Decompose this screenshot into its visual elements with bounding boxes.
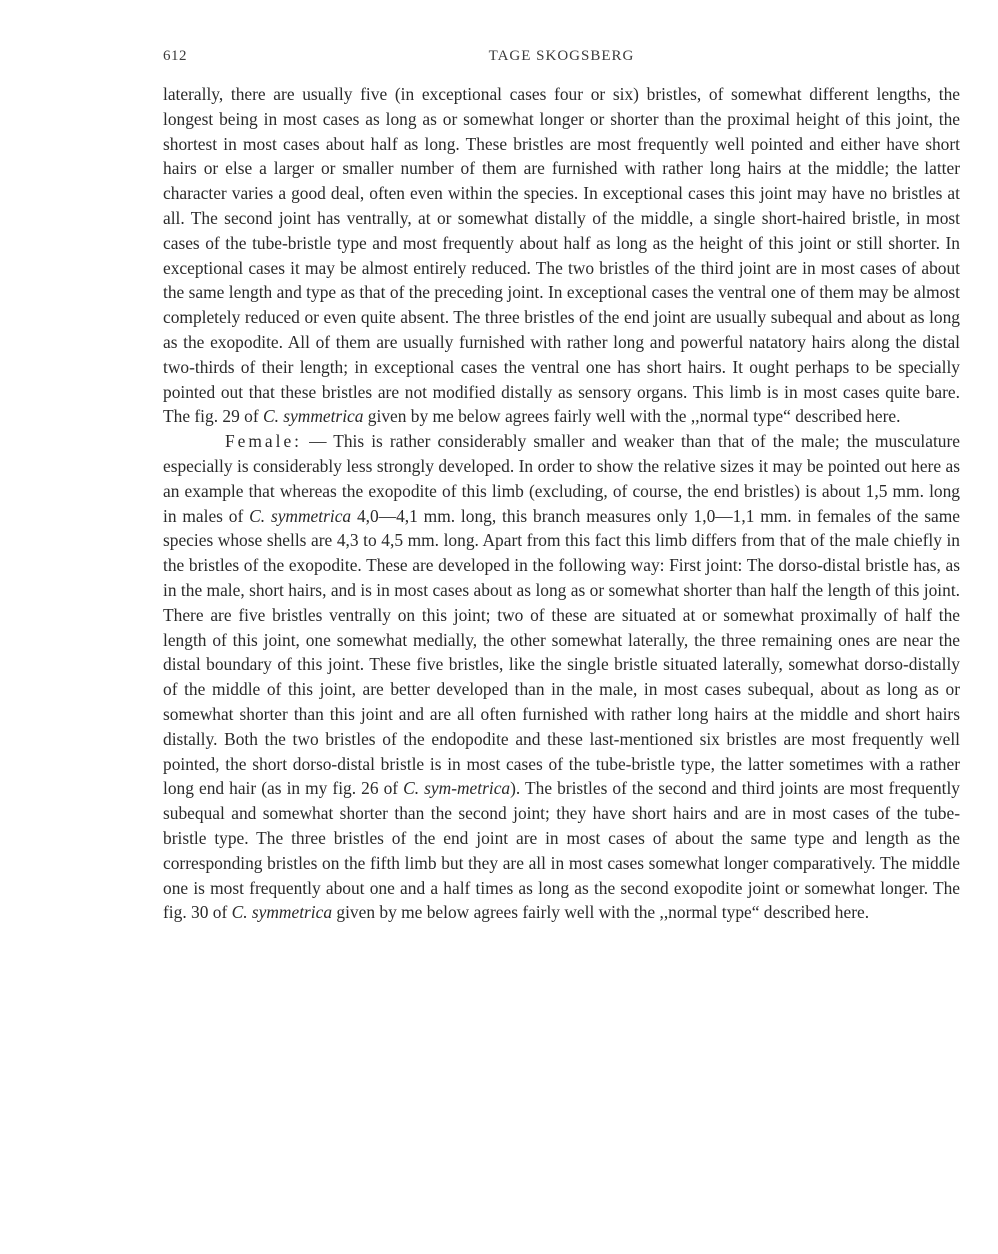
paragraph-text: given by me below agrees fairly well with the ,,normal type“ described here. [332,902,870,923]
paragraph-text: laterally, there are usually five (in exceptional cases four or six) bristles, of somewhat different lengths, the longest being in most cases as long as or somewhat longer or shorter than the proximal height of this joint, the shortest in most cases about half as long. These bristles are most frequently well pointed and either have short hairs or else a larger or smaller number of them are furnished with rather long hairs at the middle; the latter character varies a good deal, often even within the species. In exceptional cases this joint may have no bristles at all. The second joint has ventrally, at or somewhat distally of the middle, a single short-haired bristle, in most cases of the tube-bristle type and most frequently about half as long as the height of this joint or still shorter. In exceptional cases it may be almost entirely reduced. The two bristles of the third joint are in most cases of about the same length and type as that of the preceding joint. In exceptional cases the ventral one of them may be almost completely reduced or even quite absent. The three bristles of the end joint are usually subequal and about as long as the exopodite. All of them are usually furnished with rather long and powerful natatory hairs along the distal two-thirds of their length; in exceptional cases the ventral one has short hairs. It ought perhaps to be specially pointed out that these bristles are not modified distally as sensory organs. This limb is in most cases quite bare. The fig. 29 of [163,84,960,427]
paragraph-text: ). The bristles of the second and third joints are most frequently subequal and somewhat shorter than the second joint; they have short hairs and are in most cases of the tube-bristle type. The three bristles of the end joint are in most cases of about the same type and length as the corresponding bristles on the fifth limb but they are all in most cases somewhat longer comparatively. The middle one is most frequently about one and a half times as long as the second exopodite joint or somewhat longer. The fig. 30 of [163,778,960,923]
paragraph-female-limb-description [163,429,960,925]
paragraph-text: 4,0—4,1 mm. long, this branch measures only 1,0—1,1 mm. in females of the same species whose shells are 4,3 to 4,5 mm. long. Apart from this fact this limb differs from that of the male chiefly in the bristles of the exopodite. These are developed in the following way: First joint: The dorso-distal bristle has, as in the male, short hairs, and is in most cases about as long as or somewhat shorter than half the length of this joint. There are five bristles ventrally on this joint; two of these are situated at or somewhat proximally of half the length of this joint, one somewhat medially, the other somewhat laterally, the three remaining ones are near the distal boundary of this joint. These five bristles, like the single bristle situated laterally, somewhat dorso-distally of the middle of this joint, are better developed than in the male, in most cases subequal, about as long as or somewhat shorter than this joint and are all often furnished with rather long hairs at the middle and short hairs distally. Both the two bristles of the endopodite and these last-mentioned six bristles are most frequently well pointed, the short dorso-distal bristle is in most cases of the tube-bristle type, the latter sometimes with a rather long end hair (as in my fig. 26 of [163,505,960,799]
paragraph-text: — This is rather considerably smaller and weaker than that of the male; the musculature especially is considerably less strongly developed. In order to show the relative sizes it may be pointed out here as an example that whereas the exopodite of this limb (excluding, of course, the end bristles) is about 1,5 mm. long in males of [163,431,960,526]
species-name: C. symmetrica [262,406,364,427]
species-name: C. symmetrica [249,505,352,526]
species-name: C. sym-metrica [403,778,511,799]
running-title: TAGE SKOGSBERG [488,48,635,64]
running-header [163,48,960,70]
species-name: C. symmetrica [231,902,333,923]
paragraph-text: given by me below agrees fairly well with the ,,normal type“ described here. [363,406,901,427]
section-label-female: Female: [225,431,303,452]
body-text [163,82,960,925]
paragraph-male-limb-description [163,82,960,429]
page-number: 612 [163,48,187,64]
